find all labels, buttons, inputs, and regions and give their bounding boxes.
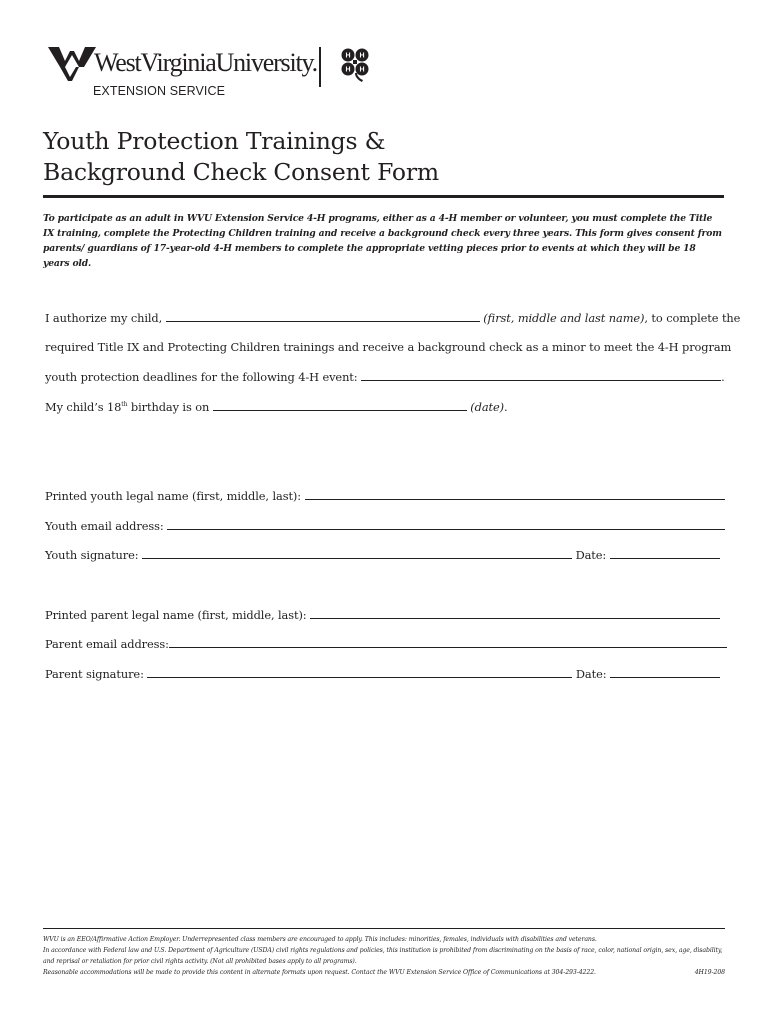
intro-paragraph: To participate as an adult in WVU Extension Service 4-H programs, either as a 4-H member or volunteer, you must complete the Title IX training, complete the Protecting Children training and receive a background check every three years. This form gives consent from parents/ guardians of 17-year-old 4-H members to complete the appropriate vetting pieces prior to events at which they will be 18 years old. bbox=[43, 213, 722, 269]
youth-email-field[interactable] bbox=[167, 518, 725, 530]
title-line-2: Background Check Consent Form bbox=[43, 158, 439, 186]
four-leaf-clover-icon bbox=[336, 46, 374, 84]
svg-text:H: H bbox=[359, 66, 365, 74]
youth-signature-line bbox=[45, 547, 720, 562]
footer-rule bbox=[43, 928, 725, 929]
parent-email-line bbox=[45, 636, 727, 651]
child-name-hint: (first, middle and last name) bbox=[483, 311, 645, 325]
footer-line-4: Reasonable accommodations will be made to provide this content in alternate formats upon request. Contact the WVU Extension Service Office of Communications at 304-293-4222. bbox=[43, 969, 596, 976]
youth-date-label: Date: bbox=[575, 548, 607, 562]
title-rule bbox=[43, 195, 724, 198]
youth-name-field[interactable] bbox=[305, 488, 725, 500]
authorize-line-2: required Title IX and Protecting Children trainings and receive a background check as a minor to meet the 4-H program bbox=[45, 340, 732, 354]
birthday-label-mid: birthday is on bbox=[127, 400, 210, 414]
authorize-line bbox=[45, 310, 740, 325]
youth-email-label: Youth email address: bbox=[45, 519, 164, 533]
wv-flying-wv-icon bbox=[48, 45, 96, 81]
youth-signature-label: Youth signature: bbox=[45, 548, 139, 562]
parent-date-label: Date: bbox=[575, 667, 607, 681]
svg-text:H: H bbox=[345, 52, 351, 60]
youth-name-label: Printed youth legal name (first, middle, last): bbox=[45, 489, 302, 503]
parent-email-field[interactable] bbox=[169, 636, 727, 648]
youth-email-line bbox=[45, 518, 725, 533]
extension-service-label: EXTENSION SERVICE bbox=[93, 84, 226, 98]
parent-email-label: Parent email address: bbox=[45, 637, 169, 651]
svg-text:H: H bbox=[345, 66, 351, 74]
birthday-label-start: My child’s 18 bbox=[45, 400, 122, 414]
birthday-sup: th bbox=[121, 401, 128, 409]
authorize-end: , to complete the bbox=[644, 311, 741, 325]
birthday-end: . bbox=[504, 400, 508, 414]
parent-name-label: Printed parent legal name (first, middle, last): bbox=[45, 608, 307, 622]
university-name: WestVirginiaUniversity. bbox=[94, 48, 317, 77]
birthday-hint: (date) bbox=[470, 400, 504, 414]
page-title bbox=[43, 126, 439, 188]
parent-signature-line bbox=[45, 666, 720, 681]
child-name-field[interactable] bbox=[166, 310, 480, 322]
authorize-label: I authorize my child, bbox=[45, 311, 163, 325]
parent-signature-field[interactable] bbox=[147, 666, 572, 678]
birthday-field[interactable] bbox=[213, 399, 467, 411]
event-field[interactable] bbox=[361, 369, 721, 381]
youth-name-line bbox=[45, 488, 725, 503]
footer-line-3: and reprisal or retaliation for prior civil rights activity. (Not all prohibited bases apply to all programs). bbox=[43, 958, 357, 965]
svg-text:H: H bbox=[359, 52, 365, 60]
title-line-1: Youth Protection Trainings & bbox=[43, 127, 386, 155]
birthday-line bbox=[45, 399, 508, 414]
parent-date-field[interactable] bbox=[610, 666, 720, 678]
parent-signature-label: Parent signature: bbox=[45, 667, 144, 681]
youth-date-field[interactable] bbox=[610, 547, 720, 559]
form-code: 4H19-208 bbox=[694, 969, 725, 976]
footer-notice bbox=[43, 934, 725, 978]
youth-signature-field[interactable] bbox=[142, 547, 572, 559]
event-end: . bbox=[721, 370, 725, 384]
page-header bbox=[44, 42, 384, 100]
parent-name-field[interactable] bbox=[310, 607, 720, 619]
event-line bbox=[45, 369, 725, 384]
header-divider bbox=[319, 47, 321, 87]
footer-line-1: WVU is an EEO/Affirmative Action Employer. Underrepresented class members are encouraged to apply. This includes: minorities, females, individuals with disabilities and veterans. bbox=[43, 936, 597, 943]
footer-line-2: In accordance with Federal law and U.S. Department of Agriculture (USDA) civil rights regulations and policies, this institution is prohibited from discriminating on the basis of race, color, national origin, sex, age, disability, bbox=[43, 947, 723, 954]
event-label: youth protection deadlines for the following 4-H event: bbox=[45, 370, 358, 384]
parent-name-line bbox=[45, 607, 720, 622]
